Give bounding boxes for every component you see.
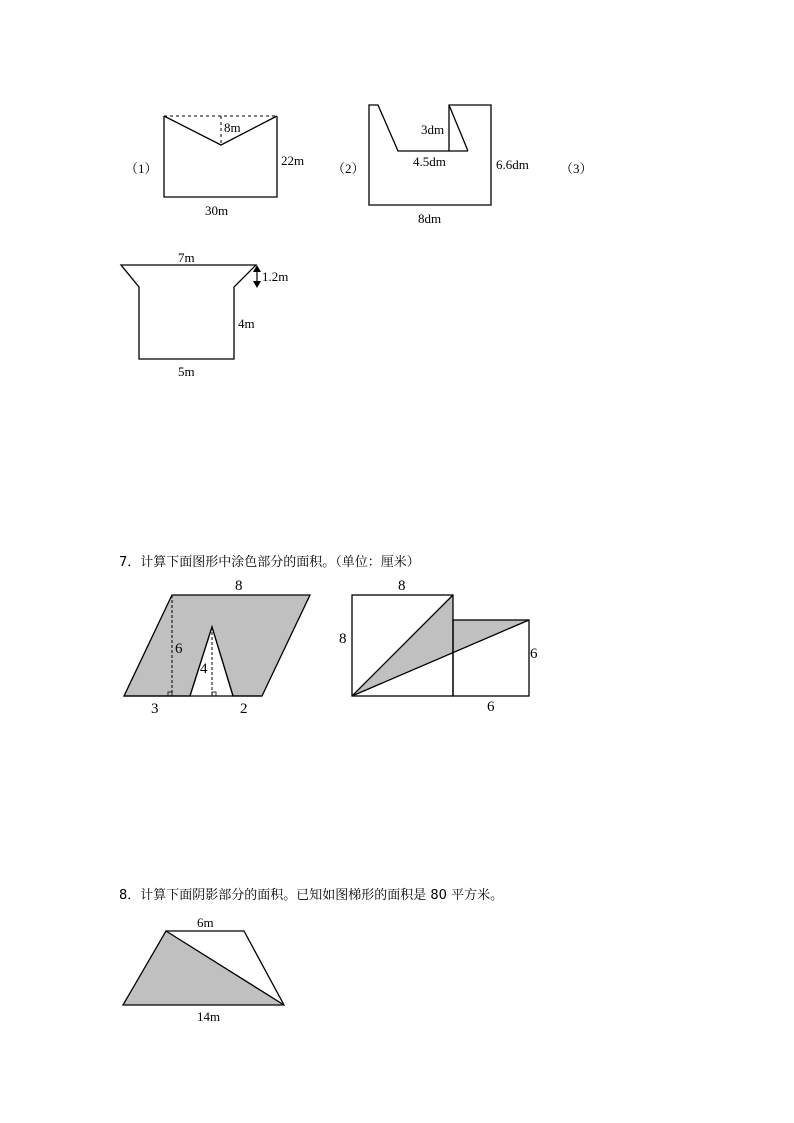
figure-2-notch-depth-label: 3dm bbox=[421, 122, 445, 137]
q7-right-bottom-label: 6 bbox=[487, 699, 495, 715]
figure-2-index: （2） bbox=[332, 161, 365, 176]
figure-2-height-label: 6.6dm bbox=[496, 157, 529, 172]
q8-top-label: 6m bbox=[197, 915, 214, 930]
figure-3 bbox=[121, 250, 288, 379]
q7-left-height-label: 6 bbox=[175, 641, 183, 657]
figure-1-width-label: 30m bbox=[205, 203, 229, 218]
figure-1-index: （1） bbox=[125, 161, 158, 176]
q8-heading bbox=[119, 884, 503, 903]
q7-left-top-label: 8 bbox=[235, 578, 243, 594]
figure-3-top-label: 7m bbox=[178, 250, 195, 265]
q7-left-inner-height-label: 4 bbox=[200, 661, 208, 677]
q7-right-shaded-region bbox=[352, 595, 529, 696]
figure-3-index: （3） bbox=[560, 161, 593, 176]
figure-1-height-label: 22m bbox=[281, 153, 305, 168]
figure-1 bbox=[125, 116, 304, 218]
q7-text: 计算下面图形中涂色部分的面积。（单位：厘米） bbox=[140, 555, 420, 570]
q8-shaded-triangle bbox=[123, 931, 284, 1005]
q7-right-height-label: 6 bbox=[530, 646, 538, 662]
figure-3-base-label: 5m bbox=[178, 364, 195, 379]
figure-2-width-label: 8dm bbox=[418, 211, 442, 226]
figure-3-height-label: 4m bbox=[238, 316, 255, 331]
figure-3-flare-label: 1.2m bbox=[262, 269, 289, 284]
figure-3-arrow-down bbox=[253, 281, 261, 288]
figure-1-depth-label: 8m bbox=[224, 120, 241, 135]
q7-right-top-label: 8 bbox=[398, 578, 406, 594]
q8-number: 8． bbox=[119, 888, 141, 903]
q8-figure bbox=[123, 915, 284, 1024]
q7-left-figure bbox=[124, 578, 310, 717]
q7-right-figure bbox=[339, 578, 538, 715]
figure-2-diagonal bbox=[449, 105, 468, 151]
q7-right-side-label: 8 bbox=[339, 631, 347, 647]
q8-bottom-label: 14m bbox=[197, 1009, 221, 1024]
q7-left-bottom-left-label: 3 bbox=[151, 701, 159, 717]
figure-2 bbox=[332, 105, 529, 226]
figure-2-notch-bottom-label: 4.5dm bbox=[413, 154, 446, 169]
q8-text: 计算下面阴影部分的面积。已知如图梯形的面积是 80 平方米。 bbox=[140, 888, 504, 903]
q7-heading bbox=[119, 551, 420, 570]
q7-left-bottom-right-label: 2 bbox=[240, 701, 248, 717]
q7-number: 7． bbox=[119, 555, 141, 570]
figure-3-outline bbox=[121, 265, 256, 359]
